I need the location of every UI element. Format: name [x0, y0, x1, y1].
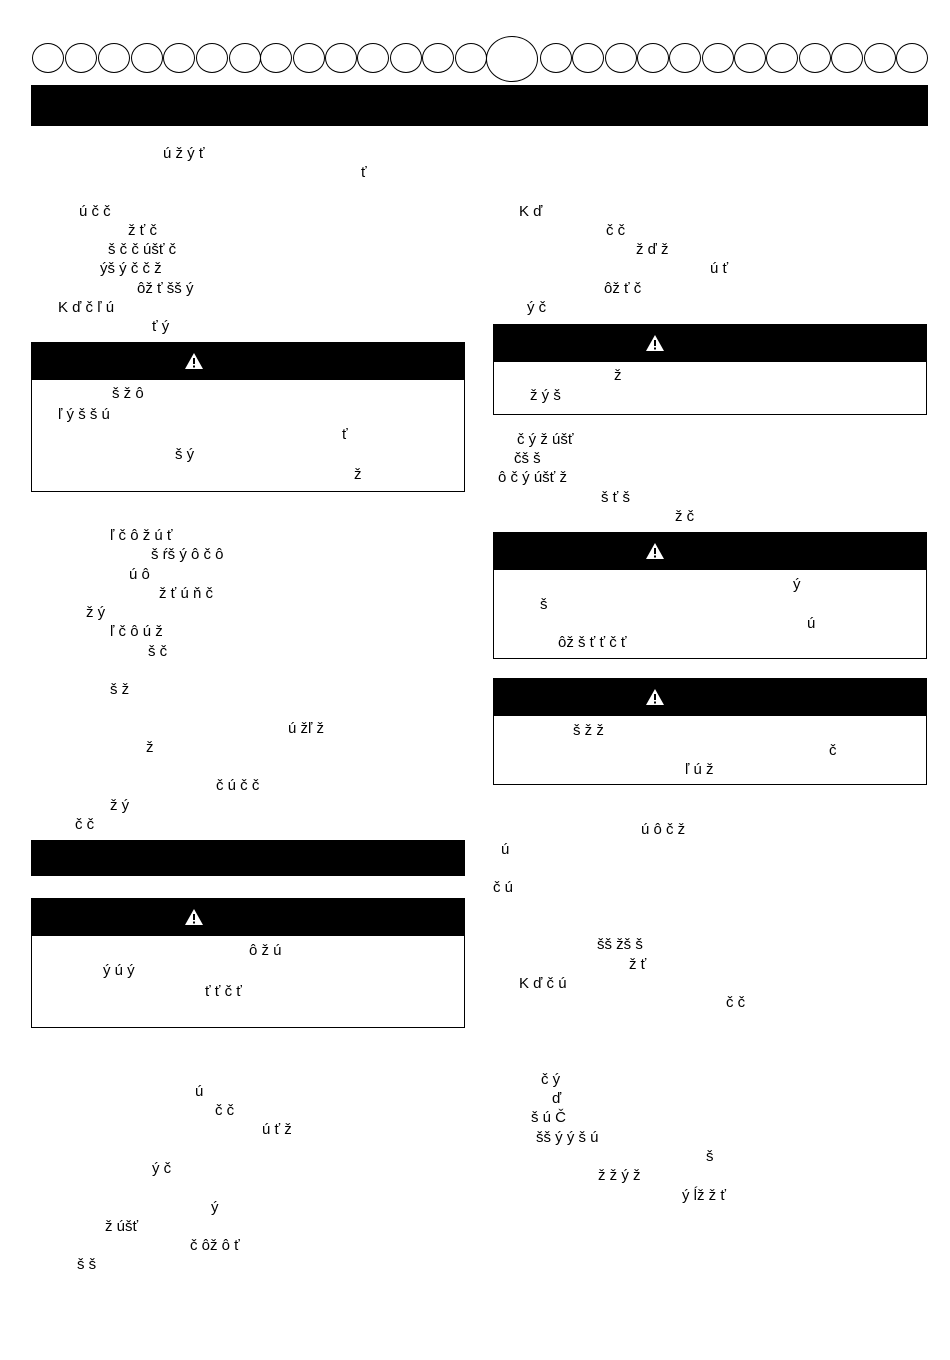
- text-line: ú: [501, 841, 510, 858]
- text-line: ú ť ž: [262, 1121, 292, 1138]
- section-tab-circle: [422, 43, 454, 73]
- warning-text-line: š ž ž: [573, 722, 604, 739]
- text-line: š ú Č: [531, 1109, 567, 1126]
- section-tab-circle: [766, 43, 798, 73]
- section-tab-circle: [455, 43, 487, 73]
- text-line: ž ď ž: [636, 241, 669, 258]
- warning-header: [494, 325, 926, 362]
- text-line: ôž ť šš ý: [137, 280, 194, 297]
- section-tab-circle: [864, 43, 896, 73]
- text-line: č ý: [541, 1071, 561, 1088]
- intro-line: ú ž ý ť: [163, 145, 205, 162]
- text-line: ž: [146, 739, 154, 756]
- warning-text-line: ú: [807, 615, 816, 632]
- text-line: š č č úšť č: [108, 241, 177, 258]
- warning-text-line: š ž ô: [112, 385, 144, 402]
- text-line: ť ý: [152, 318, 170, 335]
- text-line: ú ô: [129, 566, 150, 583]
- section-tab-circle: [702, 43, 734, 73]
- text-line: ý č: [527, 299, 547, 316]
- text-line: š š: [77, 1256, 97, 1273]
- text-line: č ú č č: [216, 777, 260, 794]
- section-tab-circle: [605, 43, 637, 73]
- warning-triangle-icon: [645, 334, 665, 352]
- section-tab-circle: [325, 43, 357, 73]
- text-line: č ôž ô ť: [190, 1237, 240, 1254]
- active-section-tab-circle: [486, 36, 538, 82]
- text-line: ž ť: [629, 956, 647, 973]
- text-line: ýš ý č č ž: [100, 260, 162, 277]
- section-tab-circle: [32, 43, 64, 73]
- warning-box: [31, 898, 465, 1028]
- section-tab-circle: [540, 43, 572, 73]
- text-line: šš ý ý š ú: [536, 1129, 599, 1146]
- warning-header: [32, 343, 464, 380]
- section-tab-strip: [32, 36, 928, 82]
- text-line: K ď č ú: [519, 975, 567, 992]
- warning-text-line: ôž š ť ť č ť: [558, 634, 627, 651]
- section-tab-circle: [637, 43, 669, 73]
- warning-text-line: š ý: [175, 446, 195, 463]
- warning-header: [494, 679, 926, 716]
- text-line: č č: [606, 222, 626, 239]
- warning-text-line: ô ž ú: [249, 942, 282, 959]
- warning-text-line: ť ť č ť: [205, 983, 242, 1000]
- warning-text-line: š: [540, 596, 548, 613]
- warning-triangle-icon: [645, 688, 665, 706]
- warning-text-line: ž ý š: [530, 387, 561, 404]
- text-line: ú č č: [79, 203, 111, 220]
- text-line: ž ý: [110, 797, 130, 814]
- warning-triangle-icon: [184, 908, 204, 926]
- warning-text-line: ľ ý š š ú: [58, 406, 110, 423]
- text-line: ôž ť č: [604, 280, 642, 297]
- section-tab-circle: [669, 43, 701, 73]
- text-line: ú žľ ž: [288, 720, 325, 737]
- text-line: ú ô č ž: [641, 821, 686, 838]
- text-line: š ž: [110, 681, 130, 698]
- text-line: ž ť ú ň č: [159, 585, 213, 602]
- text-line: ý č: [152, 1160, 172, 1177]
- section-tab-circle: [572, 43, 604, 73]
- section-tab-circle: [831, 43, 863, 73]
- section-tab-circle: [357, 43, 389, 73]
- text-line: š ŕš ý ô č ô: [151, 546, 224, 563]
- warning-text-line: č: [829, 742, 837, 759]
- text-line: č ú: [493, 879, 514, 896]
- warning-triangle-icon: [645, 542, 665, 560]
- text-line: šš žš š: [597, 936, 643, 953]
- text-line: ž ž ý ž: [598, 1167, 641, 1184]
- text-line: ľ č ô ž ú ť: [110, 527, 173, 544]
- section-tab-circle: [65, 43, 97, 73]
- text-line: ú: [195, 1083, 204, 1100]
- section-tab-circle: [163, 43, 195, 73]
- section-tab-circle: [293, 43, 325, 73]
- section-tab-circle: [131, 43, 163, 73]
- text-line: ď: [552, 1090, 562, 1107]
- text-line: K ď č ľ ú: [58, 299, 115, 316]
- text-line: ž č: [675, 508, 695, 525]
- text-line: ž úšť: [105, 1218, 139, 1235]
- text-line: K ď: [519, 203, 543, 220]
- text-line: č ý ž úšť: [517, 431, 574, 448]
- text-line: ý ĺž ž ť: [682, 1187, 726, 1204]
- intro-line: ť: [361, 164, 367, 181]
- text-line: ô č ý úšť ž: [498, 469, 567, 486]
- section-tab-circle: [229, 43, 261, 73]
- text-line: č č: [215, 1102, 235, 1119]
- section-tab-circle: [98, 43, 130, 73]
- text-line: čš š: [514, 450, 541, 467]
- warning-triangle-icon: [184, 352, 204, 370]
- section-tab-circle: [260, 43, 292, 73]
- text-line: č č: [75, 816, 95, 833]
- section-tab-circle: [734, 43, 766, 73]
- text-line: š č: [148, 643, 168, 660]
- warning-header: [494, 533, 926, 570]
- section-tab-circle: [390, 43, 422, 73]
- warning-text-line: ť: [342, 426, 348, 443]
- warning-text-line: ž: [354, 466, 362, 483]
- warning-text-line: ý: [793, 576, 801, 593]
- text-line: č č: [726, 994, 746, 1011]
- warning-text-line: ľ ú ž: [685, 761, 714, 778]
- text-line: š ť š: [601, 489, 630, 506]
- section-header-banner: [31, 85, 928, 126]
- subsection-header-bar: [31, 840, 465, 876]
- warning-text-line: ž: [614, 367, 622, 384]
- section-tab-circle: [196, 43, 228, 73]
- text-line: ú ť: [710, 260, 729, 277]
- text-line: ž ť č: [128, 222, 157, 239]
- warning-text-line: ý ú ý: [103, 962, 135, 979]
- text-line: š: [706, 1148, 714, 1165]
- section-tab-circle: [896, 43, 928, 73]
- text-line: ľ č ô ú ž: [110, 623, 163, 640]
- section-tab-circle: [799, 43, 831, 73]
- warning-header: [32, 899, 464, 936]
- text-line: ž ý: [86, 604, 106, 621]
- text-line: ý: [211, 1199, 219, 1216]
